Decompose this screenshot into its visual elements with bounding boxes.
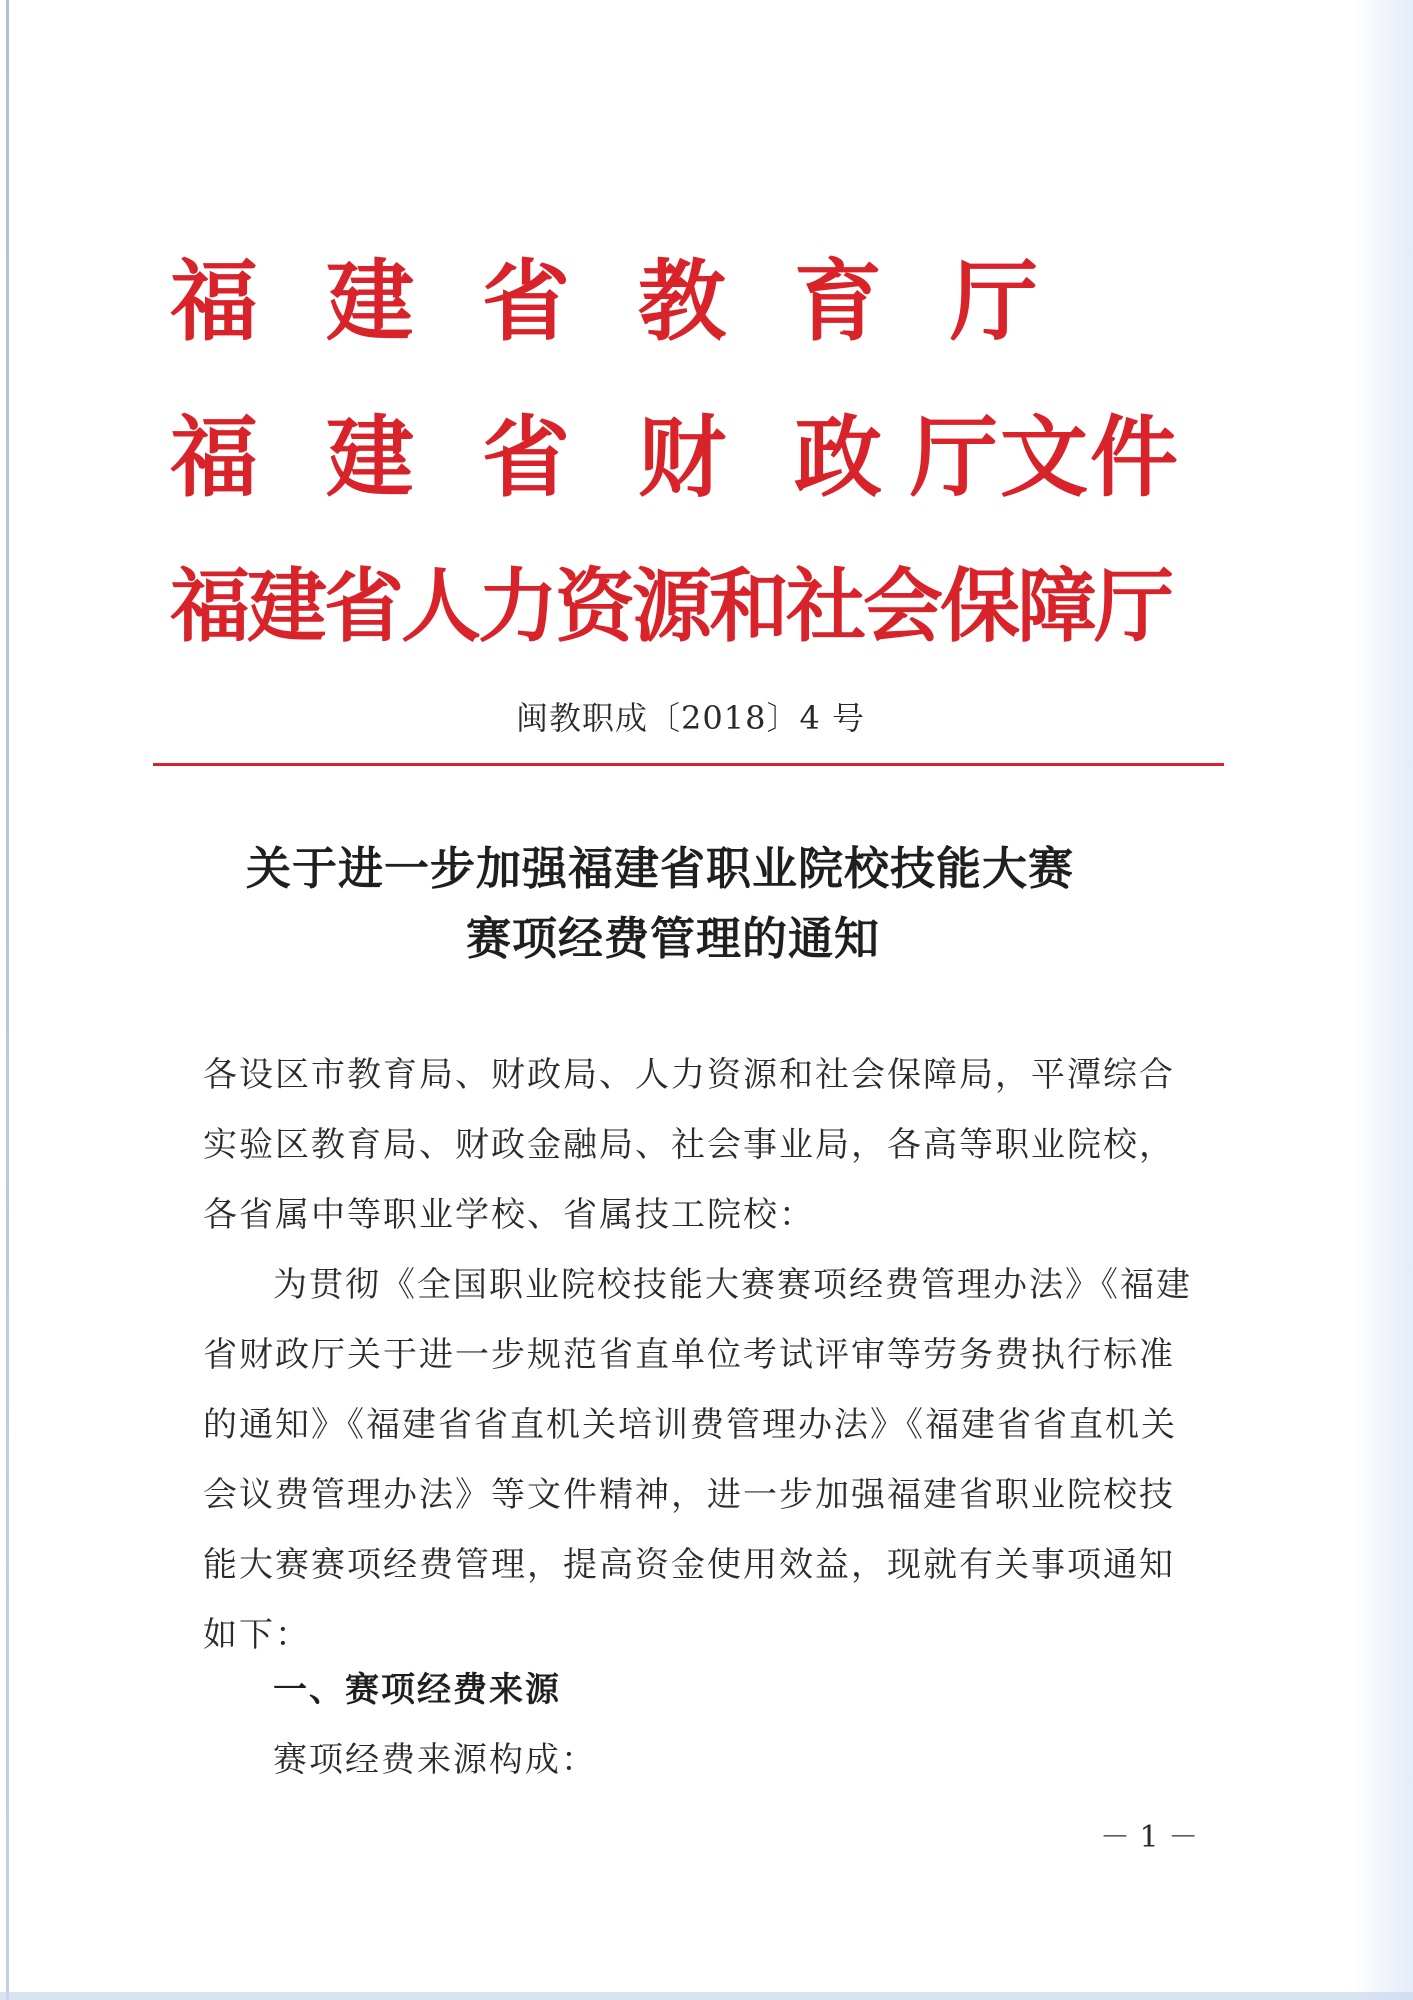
scan-edge-right xyxy=(1353,0,1413,2000)
section-heading-1: 一、赛项经费来源 xyxy=(273,1670,561,1710)
red-divider-rule xyxy=(153,763,1224,766)
body-paragraph-1: 为贯彻《全国职业院校技能大赛赛项经费管理办法》《福建省财政厅关于进一步规范省直单位考试评审等劳务费执行标准的通知》《福建省省直机关培训费管理办法》《福建省省直机关会议费管理办法》等文件精神，进一步加强福建省职业院校技能大赛赛项经费管理，提高资金使用效益，现就有关事项通知如下： xyxy=(203,1265,1192,1655)
masthead-line-1: 福建省教育厅 xyxy=(170,249,1107,353)
salutation-paragraph: 各设区市教育局、财政局、人力资源和社会保障局，平潭综合实验区教育局、财政金融局、社会事业局，各高等职业院校，各省属中等职业学校、省属技工院校： xyxy=(203,1055,1175,1235)
masthead-line-2-tail: 厅文件 xyxy=(910,405,1181,509)
scan-edge-left xyxy=(6,0,9,2000)
masthead-line-2 xyxy=(170,388,1180,514)
document-title-line-2: 赛项经费管理的通知 xyxy=(466,912,881,965)
section-subtext-1: 赛项经费来源构成： xyxy=(273,1740,597,1780)
page-number: － 1 － xyxy=(1100,1820,1199,1855)
masthead-line-3: 福建省人力资源和社会保障厅 xyxy=(170,559,1171,653)
document-number: 闽教职成〔2018〕4 号 xyxy=(516,699,865,737)
scan-edge-bottom xyxy=(0,1992,1413,2000)
masthead-line-2-main: 福建省财政 xyxy=(170,405,951,509)
document-title-line-1: 关于进一步加强福建省职业院校技能大赛 xyxy=(246,842,1075,895)
